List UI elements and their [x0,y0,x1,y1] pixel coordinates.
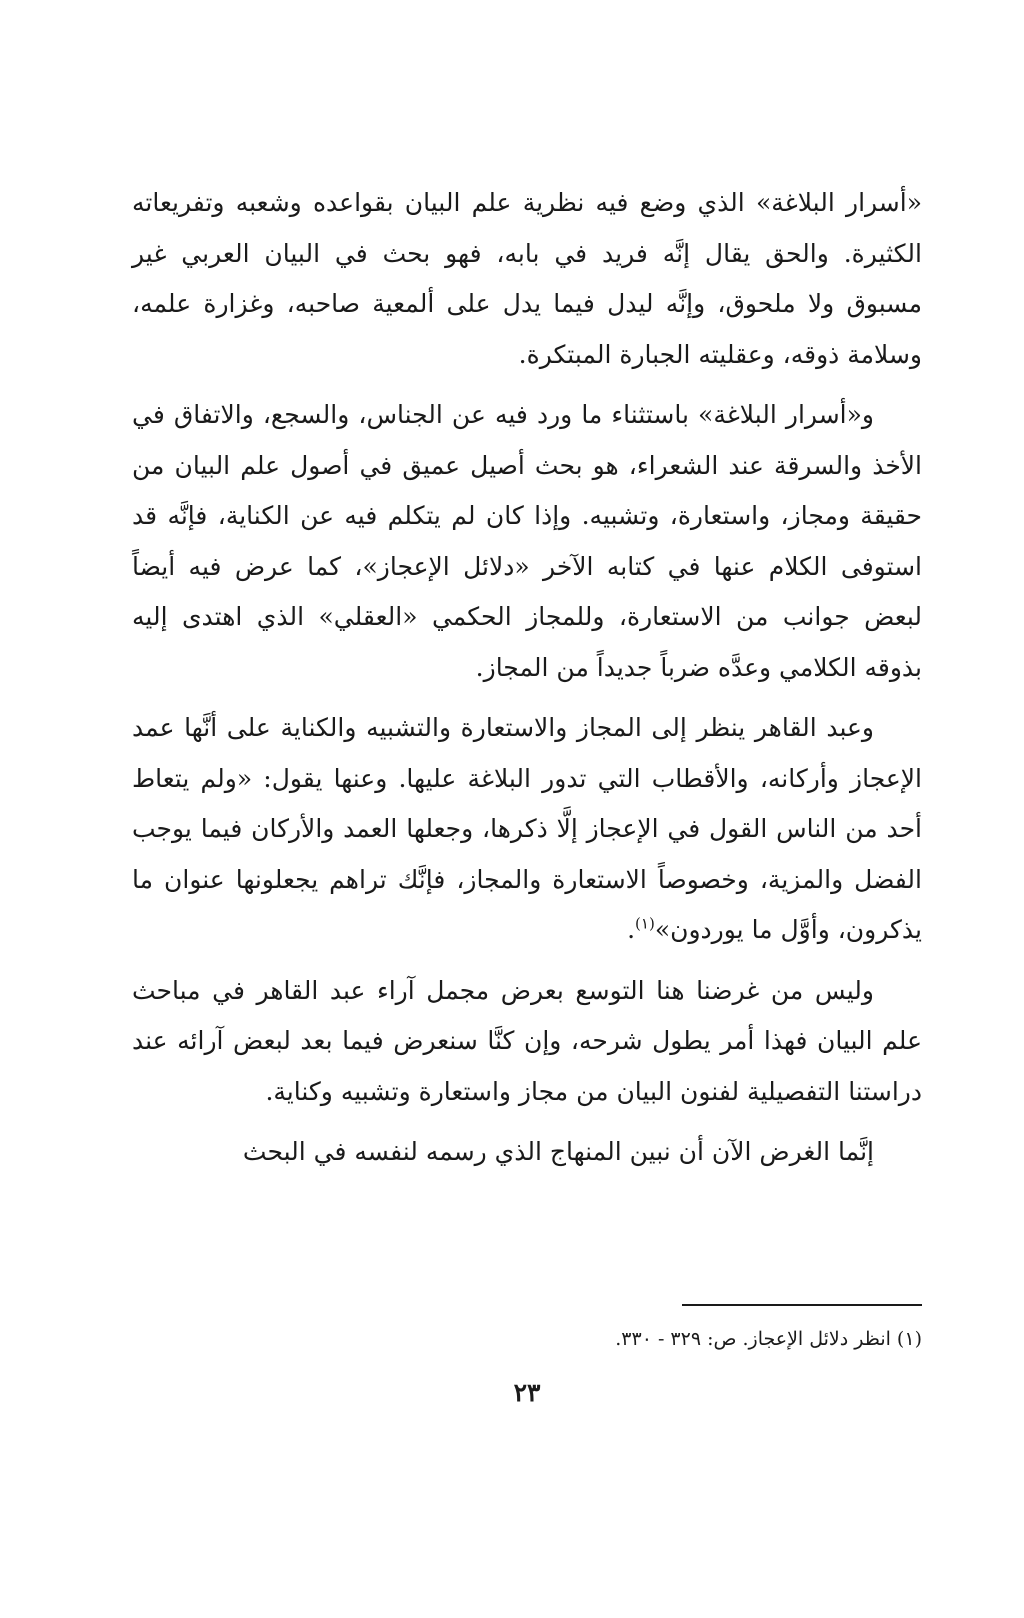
paragraph-4: وليس من غرضنا هنا التوسع بعرض مجمل آراء عبد القاهر في مباحث علم البيان فهذا أمر يطول شرحه، وإن كنَّا سنعرض فيما بعد لبعض آرائه عند دراستنا التفصيلية لفنون البيان من مجاز واستعارة وتشبيه وكناية. [132,975,922,1106]
footnote-divider [682,1304,922,1306]
paragraph-3 [132,703,922,956]
paragraph-3-text: وعبد القاهر ينظر إلى المجاز والاستعارة والتشبيه والكناية على أنَّها عمد الإعجاز وأركانه، والأقطاب التي تدور البلاغة عليها. وعنها يقول: «ولم يتعاط أحد من الناس القول في الإعجاز إلَّا ذكرها، وجعلها العمد والأركان فيما يوجب الفضل والمزية، وخصوصاً الاستعارة والمجاز، فإنَّك تراهم يجعلونها عنوان ما يذكرون، وأوَّل ما يوردون» [132,713,922,944]
footnote-reference[interactable]: (١) [635,914,655,933]
page-number: ٢٣ [513,1378,541,1407]
paragraph-2: و«أسرار البلاغة» باستثناء ما ورد فيه عن الجناس، والسجع، والاتفاق في الأخذ والسرقة عند الشعراء، هو بحث أصيل عميق في أصول علم البيان من حقيقة ومجاز، واستعارة، وتشبيه. وإذا كان لم يتكلم فيه عن الكناية، فإنَّه قد استوفى الكلام عنها في كتابه الآخر «دلائل الإعجاز»، كما عرض فيه أيضاً لبعض جوانب من الاستعارة، وللمجاز الحكمي «العقلي» الذي اهتدى إليه بذوقه الكلامي وعدَّه ضرباً جديداً من المجاز. [132,400,922,682]
paragraph-3-tail: . [627,915,636,944]
book-page [132,0,922,1618]
paragraph-5: إنَّما الغرض الآن أن نبين المنهاج الذي رسمه لنفسه في البحث [242,1137,874,1166]
footnote: (١) انظر دلائل الإعجاز. ص: ٣٢٩ - ٣٣٠. [615,1328,922,1350]
body-text [132,178,922,1188]
paragraph-1: «أسرار البلاغة» الذي وضع فيه نظرية علم البيان بقواعده وشعبه وتفريعاته الكثيرة. والحق يقال إنَّه فريد في بابه، فهو بحث في البيان العربي غير مسبوق ولا ملحوق، وإنَّه ليدل فيما يدل على ألمعية صاحبه، وغزارة علمه، وسلامة ذوقه، وعقليته الجبارة المبتكرة. [132,188,922,369]
